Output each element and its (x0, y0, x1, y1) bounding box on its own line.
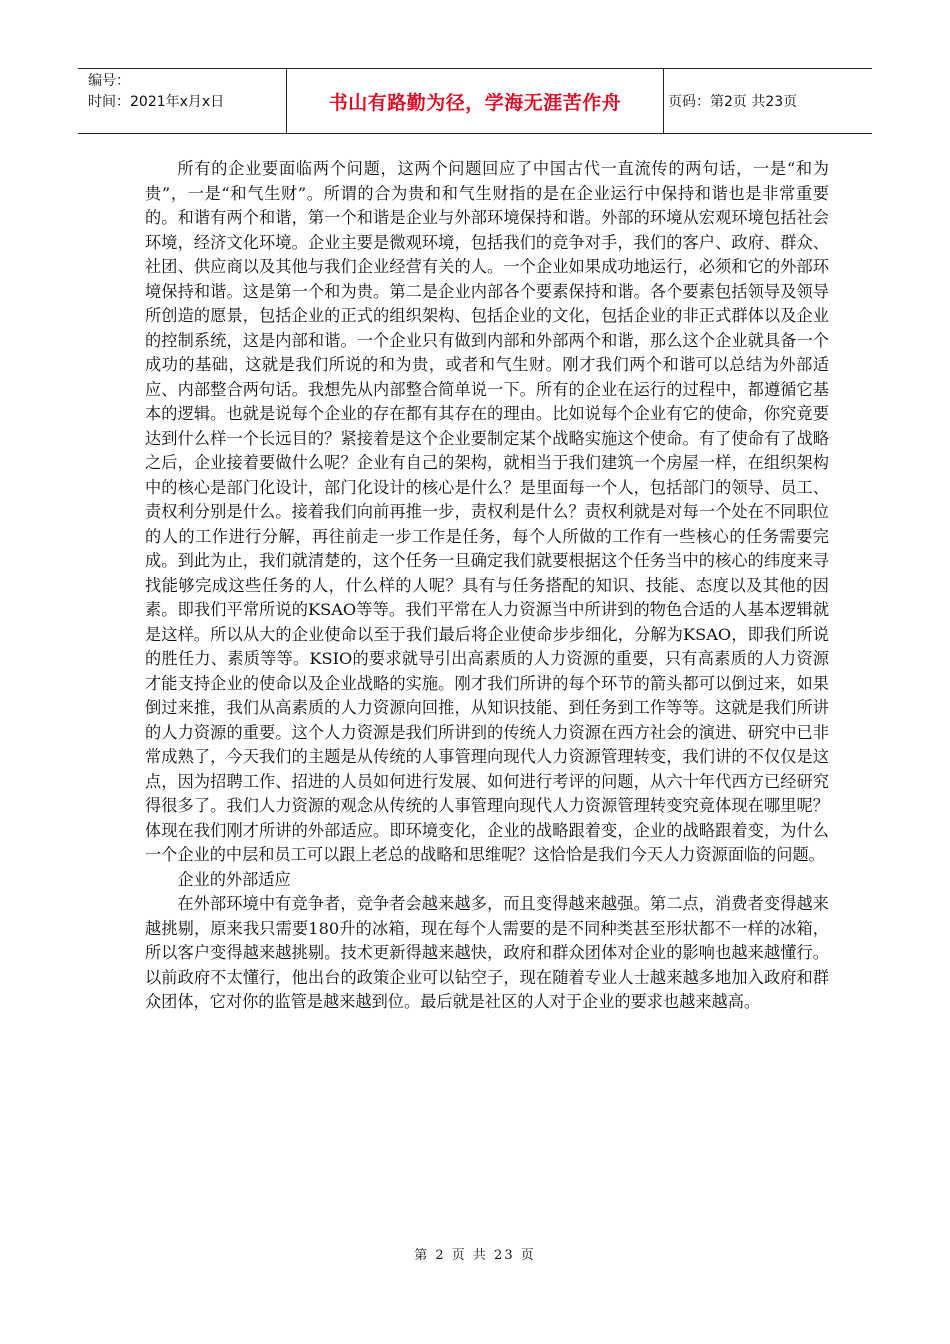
section-heading: 企业的外部适应 (177, 869, 291, 889)
header-page-info: 页码：第2页 共23页 (668, 94, 798, 110)
header-meta (88, 71, 288, 113)
page-header (78, 68, 872, 134)
header-motto: 书山有路勤为径，学海无涯苦作舟 (328, 91, 622, 114)
page-footer: 第 2 页 共 23 页 (414, 1248, 536, 1263)
header-motto-cell (286, 69, 664, 133)
body-paragraph: 所有的企业要面临两个问题，这两个问题回应了中国古代一直流传的两句话，一是“和为贵”，一是“和气生财”。所谓的合为贵和和气生财指的是在企业运行中保持和谐也是非常重要的。和谐有两个和谐，第一个和谐是企业与外部环境保持和谐。外部的环境从宏观环境包括社会环境，经济文化环境。企业主要是微观环境，包括我们的竞争对手，我们的客户、政府、群众、社团、供应商以及其他与我们企业经营有关的人。一个企业如果成功地运行，必须和它的外部环境保持和谐。这是第一个和为贵。第二是企业内部各个要素保持和谐。各个要素包括领导及领导所创造的愿景，包括企业的正式的组织架构、包括企业的文化，包括企业的非正式群体以及企业的控制系统，这是内部和谐。一个企业只有做到内部和外部两个和谐，那么这个企业就具备一个成功的基础，这就是我们所说的和为贵，或者和气生财。刚才我们两个和谐可以总结为外部适应、内部整合两句话。我想先从内部整合简单说一下。所有的企业在运行的过程中，都遵循它基本的逻辑。也就是说每个企业的存在都有其存在的理由。比如说每个企业有它的使命，你究竟要达到什么样一个长远目的？紧接着是这个企业要制定某个战略实施这个使命。有了使命有了战略之后，企业接着要做什么呢？企业有自己的架构，就相当于我们建筑一个房屋一样，在组织架构中的核心是部门化设计，部门化设计的核心是什么？是里面每一个人，包括部门的领导、员工、责权利分别是什么。接着我们向前再推一步，责权利是什么？责权利就是对每一个处在不同职位的人的工作进行分解，再往前走一步工作是任务，每个人所做的工作有一些核心的任务需要完成。到此为止，我们就清楚的，这个任务一旦确定我们就要根据这个任务当中的核心的纬度来寻找能够完成这些任务的人，什么样的人呢？具有与任务搭配的知识、技能、态度以及其他的因素。即我们平常所说的KSAO等等。我们平常在人力资源当中所讲到的物色合适的人基本逻辑就是这样。所以从大的企业使命以至于我们最后将企业使命步步细化，分解为KSAO，即我们所说的胜任力、素质等等。KSIO的要求就导引出高素质的人力资源的重要，只有高素质的人力资源才能支持企业的使命以及企业战略的实施。刚才我们所讲的每个环节的箭头都可以倒过来，如果倒过来推，我们从高素质的人力资源向回推，从知识技能、到任务到工作等等。这就是我们所讲的人力资源的重要。这个人力资源是我们所讲到的传统人力资源在西方社会的演进、研究中已非常成熟了，今天我们的主题是从传统的人事管理向现代人力资源管理转变，我们讲的不仅仅是这点，因为招聘工作、招进的人员如何进行发展、如何进行考评的问题，从六十年代西方已经研究得很多了。我们人力资源的观念从传统的人事管理向现代人力资源管理转变究竟体现在哪里呢？体现在我们刚才所讲的外部适应。即环境变化，企业的战略跟着变，企业的战略跟着变，为什么一个企业的中层和员工可以跟上老总的战略和思维呢？这恰恰是我们今天人力资源面临的问题。 (145, 159, 829, 864)
document-number-label: 编号： (88, 73, 130, 89)
document-date: 时间：2021年x月x日 (88, 94, 225, 110)
document-body (145, 157, 829, 1015)
body-paragraph: 在外部环境中有竞争者，竞争者会越来越多，而且变得越来越强。第二点，消费者变得越来越挑剔，原来我只需要180升的冰箱，现在每个人需要的是不同种类甚至形状都不一样的冰箱，所以客户变得越来越挑剔。技术更新得越来越快，政府和群众团体对企业的影响也越来越懂行。以前政府不太懂行，他出台的政策企业可以钻空子，现在随着专业人士越来越多地加入政府和群众团体，它对你的监管是越来越到位。最后就是社区的人对于企业的要求也越来越高。 (145, 894, 829, 1011)
